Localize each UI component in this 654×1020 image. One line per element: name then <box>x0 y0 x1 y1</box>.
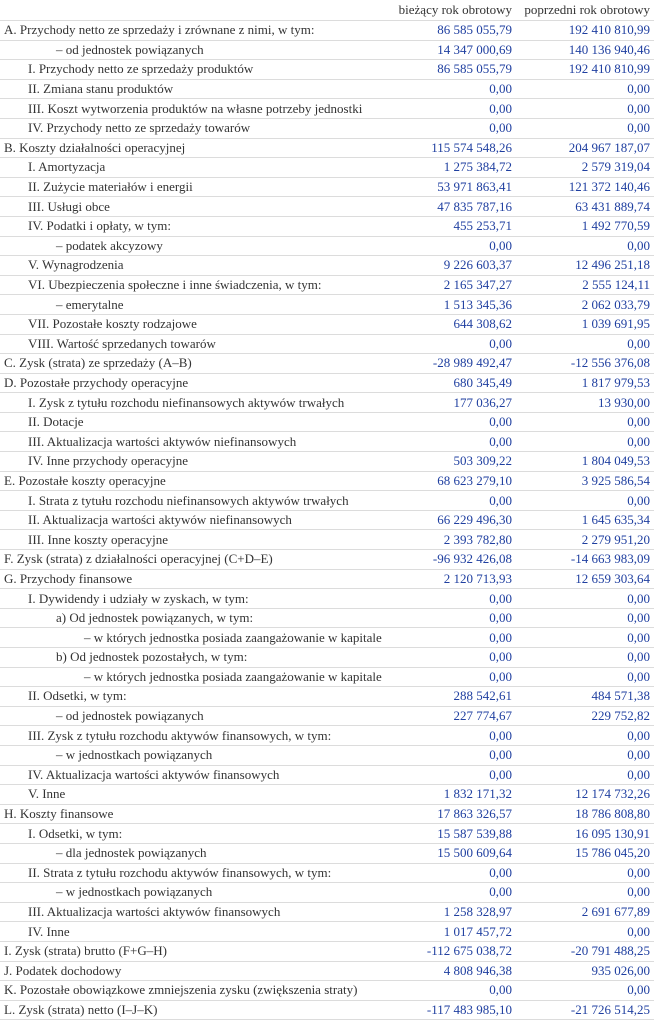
previous-year-value: 12 659 303,64 <box>516 569 654 589</box>
current-year-value: 680 345,49 <box>386 373 516 393</box>
previous-year-value: 1 039 691,95 <box>516 314 654 334</box>
previous-year-value: 63 431 889,74 <box>516 197 654 217</box>
previous-year-value: 16 095 130,91 <box>516 824 654 844</box>
previous-year-value: -14 663 983,09 <box>516 550 654 570</box>
previous-year-value: 0,00 <box>516 79 654 99</box>
row-label: D. Pozostałe przychody operacyjne <box>0 373 386 393</box>
previous-year-value: -12 556 376,08 <box>516 354 654 374</box>
row-label: – od jednostek powiązanych <box>0 40 386 60</box>
header-current-year: bieżący rok obrotowy <box>398 2 512 17</box>
current-year-value: -117 483 985,10 <box>386 1000 516 1020</box>
current-year-value: 14 347 000,69 <box>386 40 516 60</box>
row-label: K. Pozostałe obowiązkowe zmniejszenia zysku (zwiększenia straty) <box>0 981 386 1001</box>
row-label: IV. Inne <box>0 922 386 942</box>
current-year-value: 0,00 <box>386 118 516 138</box>
previous-year-value: 13 930,00 <box>516 393 654 413</box>
table-row <box>0 393 654 413</box>
previous-year-value: 484 571,38 <box>516 687 654 707</box>
current-year-value: 0,00 <box>386 745 516 765</box>
table-row <box>0 412 654 432</box>
row-label: F. Zysk (strata) z działalności operacyjnej (C+D–E) <box>0 550 386 570</box>
previous-year-value: 1 492 770,59 <box>516 216 654 236</box>
table-row <box>0 197 654 217</box>
current-year-value: -112 675 038,72 <box>386 941 516 961</box>
previous-year-value: 229 752,82 <box>516 706 654 726</box>
table-row <box>0 40 654 60</box>
row-label: VI. Ubezpieczenia społeczne i inne świadczenia, w tym: <box>0 275 386 295</box>
previous-year-value: 0,00 <box>516 883 654 903</box>
table-row <box>0 256 654 276</box>
current-year-value: 0,00 <box>386 589 516 609</box>
current-year-value: 2 120 713,93 <box>386 569 516 589</box>
row-label: I. Dywidendy i udziały w zyskach, w tym: <box>0 589 386 609</box>
row-label: b) Od jednostek pozostałych, w tym: <box>0 648 386 668</box>
row-label: V. Wynagrodzenia <box>0 256 386 276</box>
previous-year-value: 204 967 187,07 <box>516 138 654 158</box>
table-row <box>0 550 654 570</box>
table-row <box>0 60 654 80</box>
table-row <box>0 941 654 961</box>
row-label: V. Inne <box>0 785 386 805</box>
table-row <box>0 843 654 863</box>
table-row <box>0 589 654 609</box>
current-year-value: -28 989 492,47 <box>386 354 516 374</box>
table-row <box>0 373 654 393</box>
previous-year-value: 0,00 <box>516 334 654 354</box>
previous-year-value: 1 804 049,53 <box>516 452 654 472</box>
previous-year-value: -21 726 514,25 <box>516 1000 654 1020</box>
row-label: III. Usługi obce <box>0 197 386 217</box>
table-row <box>0 902 654 922</box>
table-row <box>0 354 654 374</box>
current-year-value: 0,00 <box>386 491 516 511</box>
current-year-value: 1 513 345,36 <box>386 295 516 315</box>
table-row <box>0 295 654 315</box>
table-row <box>0 216 654 236</box>
previous-year-value: 192 410 810,99 <box>516 21 654 41</box>
table-row <box>0 667 654 687</box>
row-label: H. Koszty finansowe <box>0 804 386 824</box>
row-label: – w jednostkach powiązanych <box>0 745 386 765</box>
table-row <box>0 569 654 589</box>
row-label: II. Strata z tytułu rozchodu aktywów finansowych, w tym: <box>0 863 386 883</box>
table-row <box>0 628 654 648</box>
header-label-cell <box>0 0 386 21</box>
table-header <box>0 0 654 21</box>
current-year-value: 0,00 <box>386 236 516 256</box>
header-previous-year: poprzedni rok obrotowy <box>524 2 650 17</box>
table-row <box>0 491 654 511</box>
table-row <box>0 648 654 668</box>
row-label: – emerytalne <box>0 295 386 315</box>
current-year-value: 1 275 384,72 <box>386 158 516 178</box>
row-label: II. Dotacje <box>0 412 386 432</box>
current-year-value: 115 574 548,26 <box>386 138 516 158</box>
table-row <box>0 510 654 530</box>
previous-year-value: 12 496 251,18 <box>516 256 654 276</box>
previous-year-value: 0,00 <box>516 745 654 765</box>
current-year-value: -96 932 426,08 <box>386 550 516 570</box>
row-label: II. Zmiana stanu produktów <box>0 79 386 99</box>
previous-year-value: 1 645 635,34 <box>516 510 654 530</box>
table-row <box>0 471 654 491</box>
previous-year-value: 2 279 951,20 <box>516 530 654 550</box>
previous-year-value: 2 062 033,79 <box>516 295 654 315</box>
row-label: – w których jednostka posiada zaangażowanie w kapitale <box>0 628 386 648</box>
previous-year-value: 192 410 810,99 <box>516 60 654 80</box>
table-row <box>0 745 654 765</box>
current-year-value: 0,00 <box>386 726 516 746</box>
table-row <box>0 824 654 844</box>
row-label: IV. Aktualizacja wartości aktywów finansowych <box>0 765 386 785</box>
current-year-value: 53 971 863,41 <box>386 177 516 197</box>
row-label: I. Przychody netto ze sprzedaży produktów <box>0 60 386 80</box>
table-row <box>0 530 654 550</box>
previous-year-value: 3 925 586,54 <box>516 471 654 491</box>
previous-year-value: 140 136 940,46 <box>516 40 654 60</box>
row-label: III. Aktualizacja wartości aktywów niefinansowych <box>0 432 386 452</box>
table-row <box>0 99 654 119</box>
current-year-value: 0,00 <box>386 608 516 628</box>
current-year-value: 15 500 609,64 <box>386 843 516 863</box>
table-row <box>0 883 654 903</box>
previous-year-value: 0,00 <box>516 118 654 138</box>
previous-year-value: 0,00 <box>516 412 654 432</box>
row-label: I. Strata z tytułu rozchodu niefinansowych aktywów trwałych <box>0 491 386 511</box>
row-label: IV. Podatki i opłaty, w tym: <box>0 216 386 236</box>
previous-year-value: 0,00 <box>516 648 654 668</box>
current-year-value: 644 308,62 <box>386 314 516 334</box>
current-year-value: 177 036,27 <box>386 393 516 413</box>
row-label: II. Zużycie materiałów i energii <box>0 177 386 197</box>
row-label: I. Zysk z tytułu rozchodu niefinansowych aktywów trwałych <box>0 393 386 413</box>
row-label: III. Inne koszty operacyjne <box>0 530 386 550</box>
row-label: I. Amortyzacja <box>0 158 386 178</box>
current-year-value: 9 226 603,37 <box>386 256 516 276</box>
row-label: B. Koszty działalności operacyjnej <box>0 138 386 158</box>
table-row <box>0 334 654 354</box>
current-year-value: 86 585 055,79 <box>386 21 516 41</box>
current-year-value: 17 863 326,57 <box>386 804 516 824</box>
current-year-value: 0,00 <box>386 79 516 99</box>
current-year-value: 15 587 539,88 <box>386 824 516 844</box>
current-year-value: 0,00 <box>386 412 516 432</box>
table-row <box>0 922 654 942</box>
previous-year-value: 15 786 045,20 <box>516 843 654 863</box>
previous-year-value: 0,00 <box>516 589 654 609</box>
current-year-value: 68 623 279,10 <box>386 471 516 491</box>
current-year-value: 503 309,22 <box>386 452 516 472</box>
table-row <box>0 79 654 99</box>
previous-year-value: 0,00 <box>516 922 654 942</box>
table-row <box>0 863 654 883</box>
previous-year-value: 121 372 140,46 <box>516 177 654 197</box>
table-body <box>0 21 654 1020</box>
row-label: II. Aktualizacja wartości aktywów niefinansowych <box>0 510 386 530</box>
table-row <box>0 981 654 1001</box>
current-year-value: 0,00 <box>386 99 516 119</box>
current-year-value: 288 542,61 <box>386 687 516 707</box>
table-row <box>0 961 654 981</box>
row-label: I. Zysk (strata) brutto (F+G–H) <box>0 941 386 961</box>
previous-year-value: -20 791 488,25 <box>516 941 654 961</box>
table-row <box>0 158 654 178</box>
table-row <box>0 687 654 707</box>
table-row <box>0 1000 654 1020</box>
table-row <box>0 765 654 785</box>
row-label: III. Aktualizacja wartości aktywów finansowych <box>0 902 386 922</box>
current-year-value: 1 832 171,32 <box>386 785 516 805</box>
previous-year-value: 2 579 319,04 <box>516 158 654 178</box>
row-label: IV. Inne przychody operacyjne <box>0 452 386 472</box>
previous-year-value: 0,00 <box>516 432 654 452</box>
table-row <box>0 118 654 138</box>
table-row <box>0 275 654 295</box>
current-year-value: 2 393 782,80 <box>386 530 516 550</box>
row-label: VIII. Wartość sprzedanych towarów <box>0 334 386 354</box>
row-label: – w których jednostka posiada zaangażowanie w kapitale <box>0 667 386 687</box>
table-row <box>0 236 654 256</box>
table-row <box>0 706 654 726</box>
table-row <box>0 452 654 472</box>
row-label: E. Pozostałe koszty operacyjne <box>0 471 386 491</box>
current-year-value: 0,00 <box>386 981 516 1001</box>
current-year-value: 47 835 787,16 <box>386 197 516 217</box>
previous-year-value: 0,00 <box>516 863 654 883</box>
previous-year-value: 18 786 808,80 <box>516 804 654 824</box>
current-year-value: 4 808 946,38 <box>386 961 516 981</box>
table-row <box>0 138 654 158</box>
current-year-value: 86 585 055,79 <box>386 60 516 80</box>
previous-year-value: 0,00 <box>516 765 654 785</box>
table-row <box>0 177 654 197</box>
row-label: I. Odsetki, w tym: <box>0 824 386 844</box>
current-year-value: 0,00 <box>386 765 516 785</box>
previous-year-value: 0,00 <box>516 667 654 687</box>
previous-year-value: 0,00 <box>516 726 654 746</box>
current-year-value: 0,00 <box>386 883 516 903</box>
current-year-value: 455 253,71 <box>386 216 516 236</box>
table-row <box>0 804 654 824</box>
row-label: II. Odsetki, w tym: <box>0 687 386 707</box>
row-label: J. Podatek dochodowy <box>0 961 386 981</box>
previous-year-value: 935 026,00 <box>516 961 654 981</box>
row-label: – w jednostkach powiązanych <box>0 883 386 903</box>
row-label: C. Zysk (strata) ze sprzedaży (A–B) <box>0 354 386 374</box>
current-year-value: 0,00 <box>386 667 516 687</box>
current-year-value: 0,00 <box>386 334 516 354</box>
header-row <box>0 0 654 21</box>
table-row <box>0 314 654 334</box>
table-row <box>0 726 654 746</box>
row-label: III. Zysk z tytułu rozchodu aktywów finansowych, w tym: <box>0 726 386 746</box>
row-label: VII. Pozostałe koszty rodzajowe <box>0 314 386 334</box>
current-year-value: 0,00 <box>386 648 516 668</box>
table-row <box>0 432 654 452</box>
row-label: a) Od jednostek powiązanych, w tym: <box>0 608 386 628</box>
current-year-value: 1 258 328,97 <box>386 902 516 922</box>
row-label: A. Przychody netto ze sprzedaży i zrównane z nimi, w tym: <box>0 21 386 41</box>
previous-year-value: 2 691 677,89 <box>516 902 654 922</box>
table-row <box>0 608 654 628</box>
row-label: IV. Przychody netto ze sprzedaży towarów <box>0 118 386 138</box>
row-label: – od jednostek powiązanych <box>0 706 386 726</box>
previous-year-value: 0,00 <box>516 99 654 119</box>
row-label: G. Przychody finansowe <box>0 569 386 589</box>
current-year-value: 0,00 <box>386 432 516 452</box>
previous-year-value: 0,00 <box>516 236 654 256</box>
current-year-value: 66 229 496,30 <box>386 510 516 530</box>
previous-year-value: 0,00 <box>516 628 654 648</box>
row-label: III. Koszt wytworzenia produktów na własne potrzeby jednostki <box>0 99 386 119</box>
previous-year-value: 0,00 <box>516 491 654 511</box>
current-year-value: 227 774,67 <box>386 706 516 726</box>
previous-year-value: 2 555 124,11 <box>516 275 654 295</box>
row-label: L. Zysk (strata) netto (I–J–K) <box>0 1000 386 1020</box>
row-label: – dla jednostek powiązanych <box>0 843 386 863</box>
table-row <box>0 21 654 41</box>
row-label: – podatek akcyzowy <box>0 236 386 256</box>
current-year-value: 1 017 457,72 <box>386 922 516 942</box>
current-year-value: 0,00 <box>386 863 516 883</box>
current-year-value: 0,00 <box>386 628 516 648</box>
previous-year-value: 1 817 979,53 <box>516 373 654 393</box>
current-year-value: 2 165 347,27 <box>386 275 516 295</box>
previous-year-value: 0,00 <box>516 981 654 1001</box>
previous-year-value: 12 174 732,26 <box>516 785 654 805</box>
table-row <box>0 785 654 805</box>
previous-year-value: 0,00 <box>516 608 654 628</box>
